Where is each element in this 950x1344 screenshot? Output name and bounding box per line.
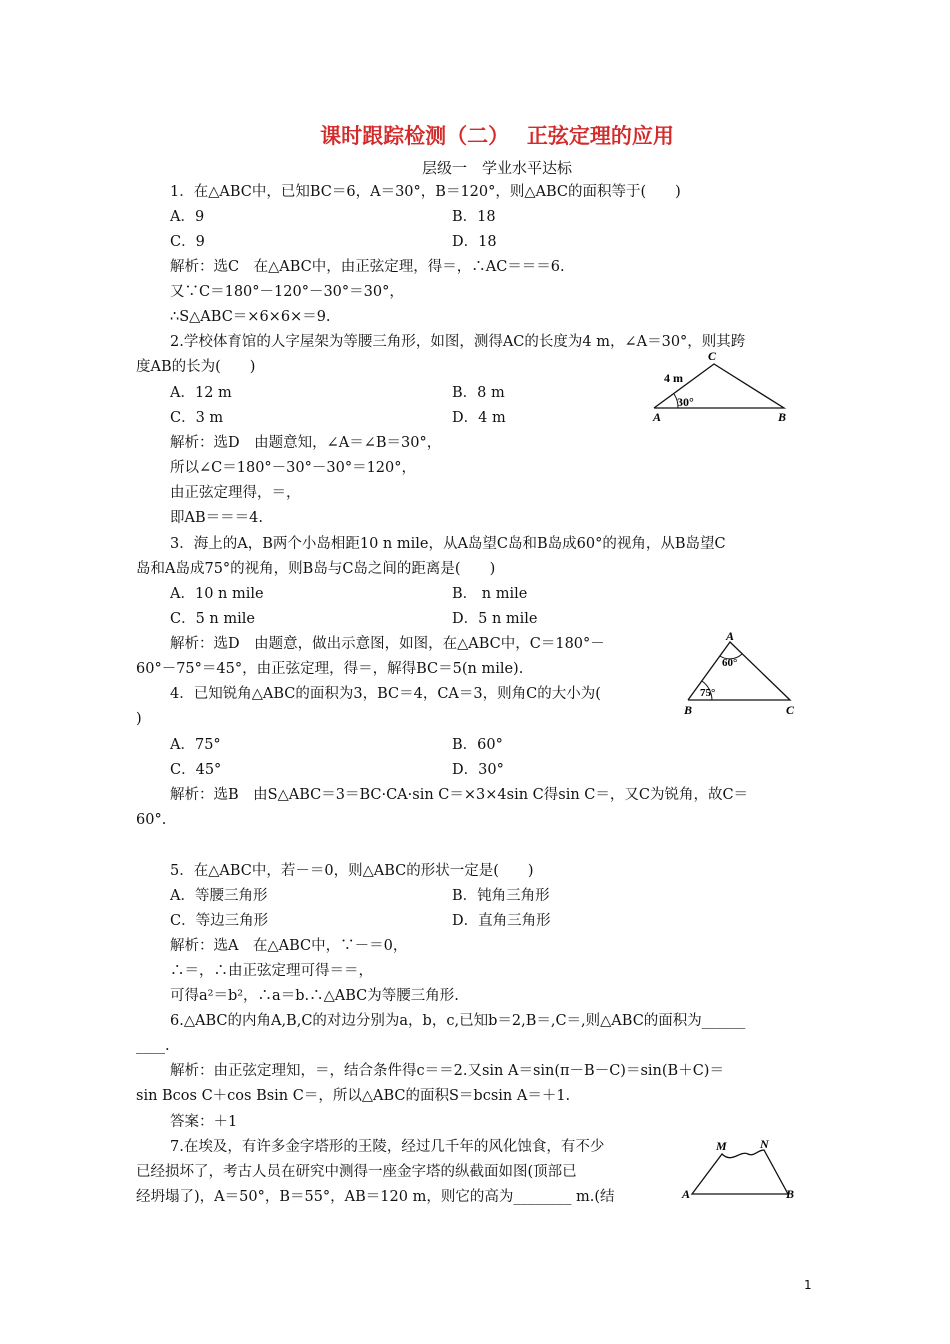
question-4-option-b: B．60° [452, 737, 503, 753]
question-7-stem-cont: 已经损坏了，考古人员在研究中测得一座金字塔的纵截面如图(顶部已 [136, 1164, 577, 1180]
question-3-stem: 3．海上的A，B两个小岛相距10 n mile，从A岛望C岛和B岛成60°的视角，从B岛望C [170, 536, 726, 552]
figure-2-roof-triangle [648, 348, 798, 424]
question-7-stem: 7.在埃及，有许多金字塔形的王陵，经过几千年的风化蚀食，有不少 [170, 1139, 605, 1155]
question-2-solution-line: 解析：选D 由题意知，∠A＝∠B＝30°， [170, 435, 442, 451]
page-number: 1 [804, 1278, 812, 1292]
question-6-stem-cont: ____. [136, 1038, 170, 1054]
question-6-solution-line: sin Bcos C＋cos Bsin C＝，所以△ABC的面积S＝bcsin A＝＋1. [136, 1088, 571, 1104]
question-5-option-c: C．等边三角形 [170, 913, 269, 929]
question-2-solution-line: 所以∠C＝180°－30°－30°＝120°， [170, 460, 416, 476]
vertex-b-label: B [684, 703, 693, 717]
question-1-stem: 1．在△ABC中，已知BC＝6，A＝30°，B＝120°，则△ABC的面积等于( ) [170, 184, 681, 200]
vertex-b-label: B [786, 1187, 795, 1201]
question-4-option-a: A．75° [170, 737, 221, 753]
question-1-solution-line: ∴S△ABC＝×6×6×＝9. [170, 309, 331, 325]
question-4-solution-line: 解析：选B 由S△ABC＝3＝BC·CA·sin C＝×3×4sin C得sin C＝，又C为锐角，故C＝ [170, 787, 749, 803]
question-2-option-c: C．3 m [170, 410, 224, 426]
question-1-solution-line: 解析：选C 在△ABC中，由正弦定理，得＝，∴AC＝＝＝6. [170, 259, 565, 275]
question-6-answer: 答案：＋1 [170, 1114, 238, 1130]
question-3-stem-cont: 岛和A岛成75°的视角，则B岛与C岛之间的距离是( ) [136, 561, 496, 577]
question-4-stem-cont: ) [136, 711, 142, 727]
vertex-m-label: M [716, 1139, 727, 1153]
question-4-solution-line: 60°. [136, 812, 167, 828]
question-5-option-b: B．钝角三角形 [452, 888, 550, 904]
question-2-stem-cont: 度AB的长为( ) [136, 359, 256, 375]
question-3-option-a: A．10 n mile [170, 586, 264, 602]
question-3-solution-line: 60°－75°＝45°，由正弦定理，得＝，解得BC＝5(n mile). [136, 661, 524, 677]
question-3-solution-line: 解析：选D 由题意，做出示意图，如图，在△ABC中，C＝180°－ [170, 636, 605, 652]
question-1-solution-line: 又∵C＝180°－120°－30°＝30°， [170, 284, 404, 300]
question-5-solution-line: ∴＝，∴由正弦定理可得＝＝， [170, 963, 373, 979]
question-3-option-b: B． n mile [452, 586, 528, 602]
question-5-option-d: D．直角三角形 [452, 913, 551, 929]
question-3-option-c: C．5 n mile [170, 611, 255, 627]
question-1-option-d: D．18 [452, 234, 497, 250]
page-title: 课时跟踪检测（二） 正弦定理的应用 [320, 124, 674, 148]
question-5-option-a: A．等腰三角形 [170, 888, 268, 904]
question-2-option-a: A．12 m [170, 385, 232, 401]
vertex-a-label: A [653, 410, 662, 424]
angle-b-label: 75° [700, 687, 716, 699]
question-2-solution-line: 即AB＝＝＝4. [170, 510, 263, 526]
question-2-stem: 2.学校体育馆的人字屋架为等腰三角形，如图，测得AC的长度为4 m，∠A＝30°，则其跨 [170, 334, 746, 350]
vertex-a-label: A [726, 630, 735, 643]
vertex-c-label: C [708, 349, 717, 363]
question-5-solution-line: 可得a²＝b²，∴a＝b.∴△ABC为等腰三角形. [170, 988, 459, 1004]
question-6-stem: 6.△ABC的内角A,B,C的对边分别为a，b，c,已知b＝2,B＝,C＝,则△ABC的面积为______ [170, 1013, 746, 1029]
side-ac-label: 4 m [664, 371, 683, 385]
question-5-solution-line: 解析：选A 在△ABC中，∵－＝0， [170, 938, 408, 954]
pyramid-outline [692, 1150, 788, 1194]
question-1-option-b: B．18 [452, 209, 496, 225]
question-4-option-c: C．45° [170, 762, 222, 778]
angle-a-label: 60° [722, 657, 738, 669]
angle-a-label: 30° [677, 395, 694, 409]
question-1-option-c: C．9 [170, 234, 205, 250]
figure-7-pyramid-section [680, 1138, 800, 1204]
question-3-option-d: D．5 n mile [452, 611, 538, 627]
question-5-stem: 5．在△ABC中，若－＝0，则△ABC的形状一定是( ) [170, 863, 534, 879]
vertex-n-label: N [760, 1138, 769, 1151]
question-6-solution-line: 解析：由正弦定理知，＝，结合条件得c＝＝2.又sin A＝sin(π－B－C)＝sin(B＋C)＝ [170, 1063, 724, 1079]
question-1-option-a: A．9 [170, 209, 205, 225]
question-2-option-d: D．4 m [452, 410, 506, 426]
question-4-option-d: D．30° [452, 762, 504, 778]
vertex-a-label: A [682, 1187, 691, 1201]
question-7-stem-cont: 经坍塌了)，A＝50°，B＝55°，AB＝120 m，则它的高为________ m.(结 [136, 1189, 615, 1205]
question-4-stem: 4．已知锐角△ABC的面积为3，BC＝4，CA＝3，则角C的大小为( [170, 686, 601, 702]
section-subtitle: 层级一 学业水平达标 [421, 159, 572, 177]
question-2-solution-line: 由正弦定理得，＝， [170, 485, 301, 501]
figure-3-islands-triangle [676, 630, 802, 720]
vertex-b-label: B [778, 410, 787, 424]
vertex-c-label: C [786, 703, 795, 717]
question-2-option-b: B．8 m [452, 385, 505, 401]
